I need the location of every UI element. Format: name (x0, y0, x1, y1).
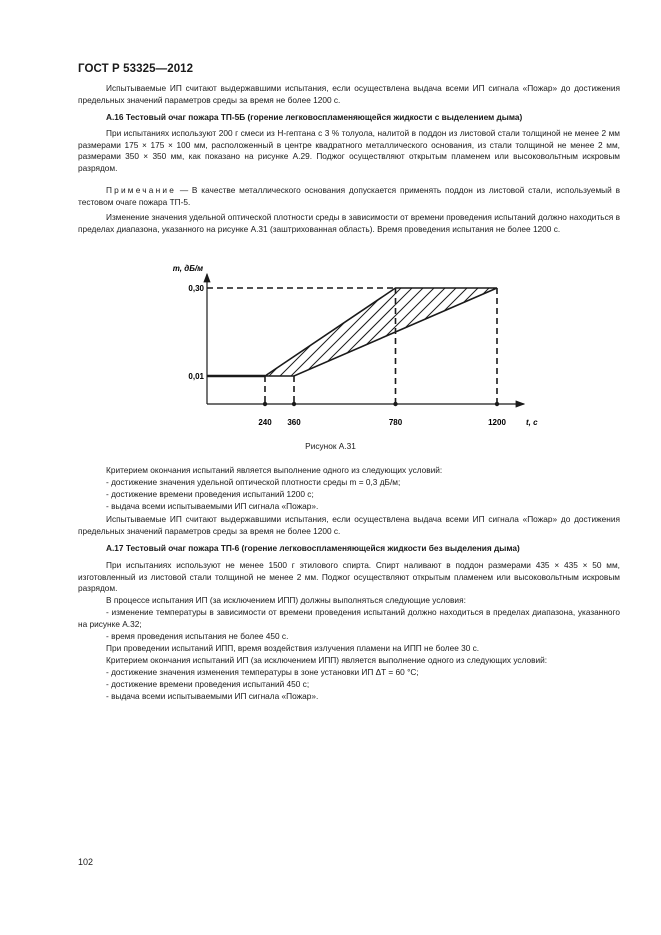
hatch-line (263, 274, 393, 404)
hatch-line (439, 274, 569, 404)
x-axis-point (393, 402, 397, 406)
paragraph-a16-test-setup: При испытаниях используют 200 г смеси из Н-гептана с 3 % толуола, налитой в поддон из листовой стали толщиной не менее 2 мм размерами 175 × 175 × 100 мм, расположенный в центре квадратного металлического основания, из стали толщиной не менее 2 мм, размерами 350 × 350 мм, как показано на рисунке А.29. Поджог осуществляют открытым пламенем или высоковольтным искровым разрядом. (78, 128, 620, 173)
hatch-line (0, 274, 129, 404)
hatch-line (120, 274, 250, 404)
hatch-line (0, 274, 118, 404)
hatch-line (197, 274, 327, 404)
page-number: 102 (78, 857, 94, 867)
hatch-line (219, 274, 349, 404)
hatch-line (274, 274, 404, 404)
hatch-line (483, 274, 613, 404)
hatch-line (0, 274, 63, 404)
hatch-line (252, 274, 382, 404)
condition-temperature: - изменение температуры в зависимости от времени проведения испытаний должно находиться в пределах диапазона, указанного на рисунке А.32; (78, 607, 620, 629)
figure-caption: Рисунок А.31 (305, 441, 356, 451)
hatch-line (65, 274, 195, 404)
document-header: ГОСТ Р 53325—2012 (78, 63, 194, 75)
ip-criteria-intro: Критерием окончания испытаний ИП (за исключением ИПП) является выполнение одного из следующих условий: (106, 655, 548, 665)
hatch-line (351, 274, 481, 404)
hatch-line (0, 274, 107, 404)
hatch-line (461, 274, 591, 404)
hatch-line (329, 274, 459, 404)
y-tick-label: 0,30 (188, 284, 204, 293)
criteria-item-2: - достижение времени проведения испытаний 1200 с; (106, 489, 314, 499)
hatch-line (582, 274, 661, 404)
hatch-line (615, 274, 661, 404)
hatch-line (131, 274, 261, 404)
hatch-line (87, 274, 217, 404)
hatch-line (241, 274, 371, 404)
paragraph-a17-test-setup: При испытаниях используют не менее 1500 г этилового спирта. Спирт наливают в поддон размерами 435 × 435 × 50 мм, изготовленный из листовой стали толщиной не менее 2 мм. Поджог осуществляют открытым пламенем или высоковольтным искровым разрядом. (78, 560, 620, 593)
paragraph-pass-criteria-1: Испытываемые ИП считают выдержавшими испытания, если осуществлена выдача всеми ИП сигнала «Пожар» до достижения предельных значений параметров среды за время не более 1200 с. (78, 83, 620, 105)
hatch-line (98, 274, 228, 404)
hatch-line (153, 274, 283, 404)
hatch-line (571, 274, 661, 404)
ip-criteria-item-1: - достижение значения изменения температуры в зоне установки ИП ΔT = 60 °С; (106, 667, 419, 677)
conditions-intro: В процессе испытания ИП (за исключением ИПП) должны выполняться следующие условия: (106, 595, 466, 605)
hatch-line (318, 274, 448, 404)
hatch-line (296, 274, 426, 404)
hatch-line (648, 274, 661, 404)
hatch-line (32, 274, 162, 404)
hatch-line (0, 274, 85, 404)
ip-criteria-item-2: - достижение времени проведения испытаний 450 с; (106, 679, 310, 689)
x-axis-point (263, 402, 267, 406)
hatch-line (230, 274, 360, 404)
hatch-line (186, 274, 316, 404)
hatch-line (21, 274, 151, 404)
hatch-line (560, 274, 661, 404)
hatch-line (340, 274, 470, 404)
condition-duration: - время проведения испытания не более 450 с. (106, 631, 289, 641)
hatch-line (0, 274, 52, 404)
x-tick-label: 780 (388, 418, 403, 427)
hatch-line (54, 274, 184, 404)
hatch-line (538, 274, 661, 404)
hatch-line (505, 274, 635, 404)
hatch-pattern (0, 274, 661, 404)
ip-criteria-item-3: - выдача всеми испытываемыми ИП сигнала «Пожар». (106, 691, 319, 701)
hatch-line (417, 274, 547, 404)
hatch-line (362, 274, 492, 404)
hatch-line (76, 274, 206, 404)
paragraph-pass-criteria-2: Испытываемые ИП считают выдержавшими испытания, если осуществлена выдача всеми ИП сигнала «Пожар» до достижения предельных значений параметров среды за время не более 1200 с. (78, 514, 620, 536)
y-tick-label: 0,01 (188, 372, 204, 381)
hatch-line (406, 274, 536, 404)
hatch-line (43, 274, 173, 404)
hatch-line (384, 274, 514, 404)
hatch-line (549, 274, 661, 404)
y-axis-label: m, дБ/м (172, 264, 203, 273)
x-tick-label: 240 (258, 418, 272, 427)
criteria-item-3: - выдача всеми испытываемыми ИП сигнала «Пожар». (106, 501, 319, 511)
hatch-line (593, 274, 661, 404)
hatch-line (0, 274, 74, 404)
x-axis-point (495, 402, 499, 406)
criteria-intro: Критерием окончания испытаний является выполнение одного из следующих условий: (106, 465, 443, 475)
x-axis-point (292, 402, 296, 406)
hatch-line (0, 274, 41, 404)
hatch-line (494, 274, 624, 404)
ipp-exposure-text: При проведении испытаний ИПП, время воздействия излучения пламени на ИПП не более 30 с. (106, 643, 480, 653)
section-heading-a16: А.16 Тестовый очаг пожара ТП-5Б (горение легковоспламеняющейся жидкости с выделением дыма) (106, 112, 523, 122)
section-heading-a17: А.17 Тестовый очаг пожара ТП-6 (горение легковоспламеняющейся жидкости без выделения дыма) (106, 543, 520, 553)
hatch-line (0, 274, 96, 404)
x-tick-label: 360 (287, 418, 301, 427)
hatch-line (637, 274, 661, 404)
hatch-line (10, 274, 140, 404)
x-axis-label: t, с (526, 418, 538, 427)
figure-a31-chart (0, 262, 661, 432)
hatch-line (626, 274, 661, 404)
hatch-line (450, 274, 580, 404)
hatch-line (395, 274, 525, 404)
hatched-area-outline (265, 288, 497, 376)
paragraph-density-range: Изменение значения удельной оптической плотности среды в зависимости от времени проведения испытаний должно находиться в пределах диапазона, указанного на рисунке А.31 (заштрихованная область). Время проведения испытания не более 1200 с. (78, 212, 620, 234)
hatch-line (527, 274, 657, 404)
note-paragraph (78, 185, 620, 208)
hatch-line (428, 274, 558, 404)
hatch-line (0, 274, 30, 404)
note-label: Примечание (106, 185, 177, 195)
hatch-line (164, 274, 294, 404)
hatch-line (472, 274, 602, 404)
hatch-line (604, 274, 661, 404)
hatch-line (307, 274, 437, 404)
hatch-line (175, 274, 305, 404)
hatch-line (516, 274, 646, 404)
criteria-item-1: - достижение значения удельной оптической плотности среды m = 0,3 дБ/м; (106, 477, 401, 487)
hatch-line (109, 274, 239, 404)
note-text: — В качестве металлического основания допускается применять поддон из листовой стали, используемый в тестовом очаге пожара ТП-5. (78, 185, 620, 207)
x-tick-label: 1200 (488, 418, 506, 427)
